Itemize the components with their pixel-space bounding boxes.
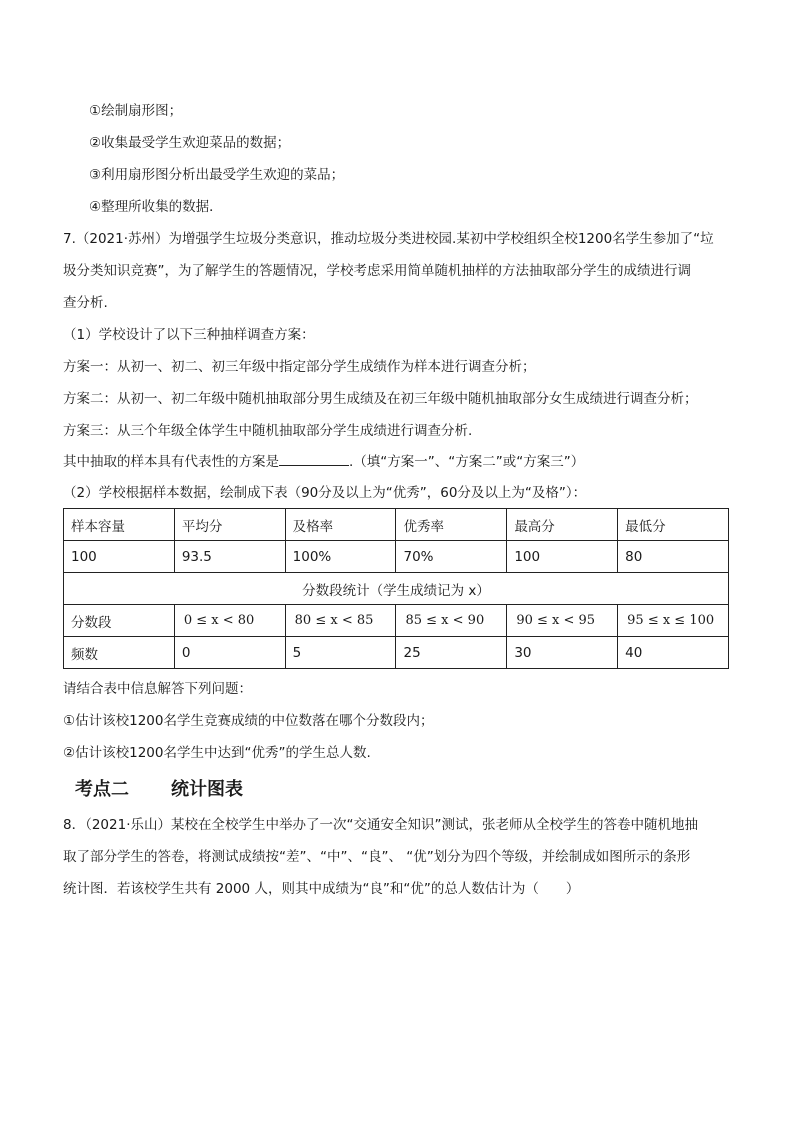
step-2: ②收集最受学生欢迎菜品的数据；	[89, 135, 291, 151]
range-label: 分数段	[64, 605, 175, 637]
fill-prefix: 其中抽取的样本具有代表性的方案是	[63, 454, 279, 470]
frequency-cell: 30	[507, 637, 618, 669]
table-value-row	[64, 541, 729, 573]
q7-part-1: （1）学校设计了以下三种抽样调查方案：	[63, 327, 315, 343]
range-cell: 0 ≤ x < 80	[174, 605, 285, 637]
value-pass-rate: 100%	[285, 541, 396, 573]
q7-line-2: 圾分类知识竞赛”，为了解学生的答题情况，学校考虑采用简单随机抽样的方法抽取部分学生的成绩进行调	[63, 263, 691, 279]
plan-1: 方案一：从初一、初二、初三年级中指定部分学生成绩作为样本进行调查分析；	[63, 359, 536, 375]
q7-part-2: （2）学校根据样本数据，绘制成下表（90分及以上为“优秀”，60分及以上为“及格”）：	[63, 485, 587, 501]
frequency-cell: 0	[174, 637, 285, 669]
q8-line-2: 取了部分学生的答卷，将测试成绩按“差”、“中”、“良”、 “优”划分为四个等级，并绘制成如图所示的条形	[63, 849, 691, 865]
value-mean: 93.5	[174, 541, 285, 573]
table-section-row	[64, 573, 729, 605]
section-title-cell: 分数段统计（学生成绩记为 x）	[64, 573, 729, 605]
frequency-cell: 5	[285, 637, 396, 669]
table-frequency-row	[64, 637, 729, 669]
instruction: 请结合表中信息解答下列问题：	[63, 681, 252, 697]
q8-line-1: 8．（2021·乐山）某校在全校学生中举办了一次“交通安全知识”测试，张老师从全校学生的答卷中随机地抽	[63, 817, 698, 833]
range-cell: 95 ≤ x ≤ 100	[618, 605, 729, 637]
fill-suffix: .（填“方案一”、“方案二”或“方案三”）	[349, 454, 585, 470]
table-header-row	[64, 509, 729, 541]
range-cell: 80 ≤ x < 85	[285, 605, 396, 637]
question-2: ②估计该校1200名学生中达到“优秀”的学生总人数.	[63, 745, 371, 761]
q7-line-1: 7.（2021·苏州）为增强学生垃圾分类意识，推动垃圾分类进校园.某初中学校组织全校1200名学生参加了“垃	[63, 231, 714, 247]
value-max: 100	[507, 541, 618, 573]
table-range-row	[64, 605, 729, 637]
q8-line-3: 统计图．若该校学生共有 2000 人，则其中成绩为“良”和“优”的总人数估计为（ ）	[63, 881, 580, 897]
header-max: 最高分	[507, 509, 618, 541]
section-label: 考点二	[75, 779, 129, 800]
value-min: 80	[618, 541, 729, 573]
header-excellent-rate: 优秀率	[396, 509, 507, 541]
frequency-cell: 25	[396, 637, 507, 669]
plan-2: 方案二：从初一、初二年级中随机抽取部分男生成绩及在初三年级中随机抽取部分女生成绩进行调查分析；	[63, 391, 698, 407]
question-1: ①估计该校1200名学生竞赛成绩的中位数落在哪个分数段内；	[63, 713, 434, 729]
step-1: ①绘制扇形图；	[89, 103, 183, 119]
header-mean: 平均分	[174, 509, 285, 541]
step-3: ③利用扇形图分析出最受学生欢迎的菜品；	[89, 167, 345, 183]
answer-blank[interactable]	[279, 451, 349, 466]
frequency-label: 频数	[64, 637, 175, 669]
frequency-cell: 40	[618, 637, 729, 669]
section-title: 统计图表	[171, 779, 243, 800]
range-cell: 90 ≤ x < 95	[507, 605, 618, 637]
header-min: 最低分	[618, 509, 729, 541]
section-heading	[75, 775, 243, 801]
q7-line-3: 查分析.	[63, 295, 108, 311]
value-excellent-rate: 70%	[396, 541, 507, 573]
statistics-table	[63, 508, 729, 669]
value-sample-size: 100	[64, 541, 175, 573]
step-4: ④整理所收集的数据．	[89, 199, 223, 215]
header-sample-size: 样本容量	[64, 509, 175, 541]
header-pass-rate: 及格率	[285, 509, 396, 541]
plan-3: 方案三：从三个年级全体学生中随机抽取部分学生成绩进行调查分析.	[63, 423, 473, 439]
fill-in-question	[63, 451, 584, 472]
range-cell: 85 ≤ x < 90	[396, 605, 507, 637]
